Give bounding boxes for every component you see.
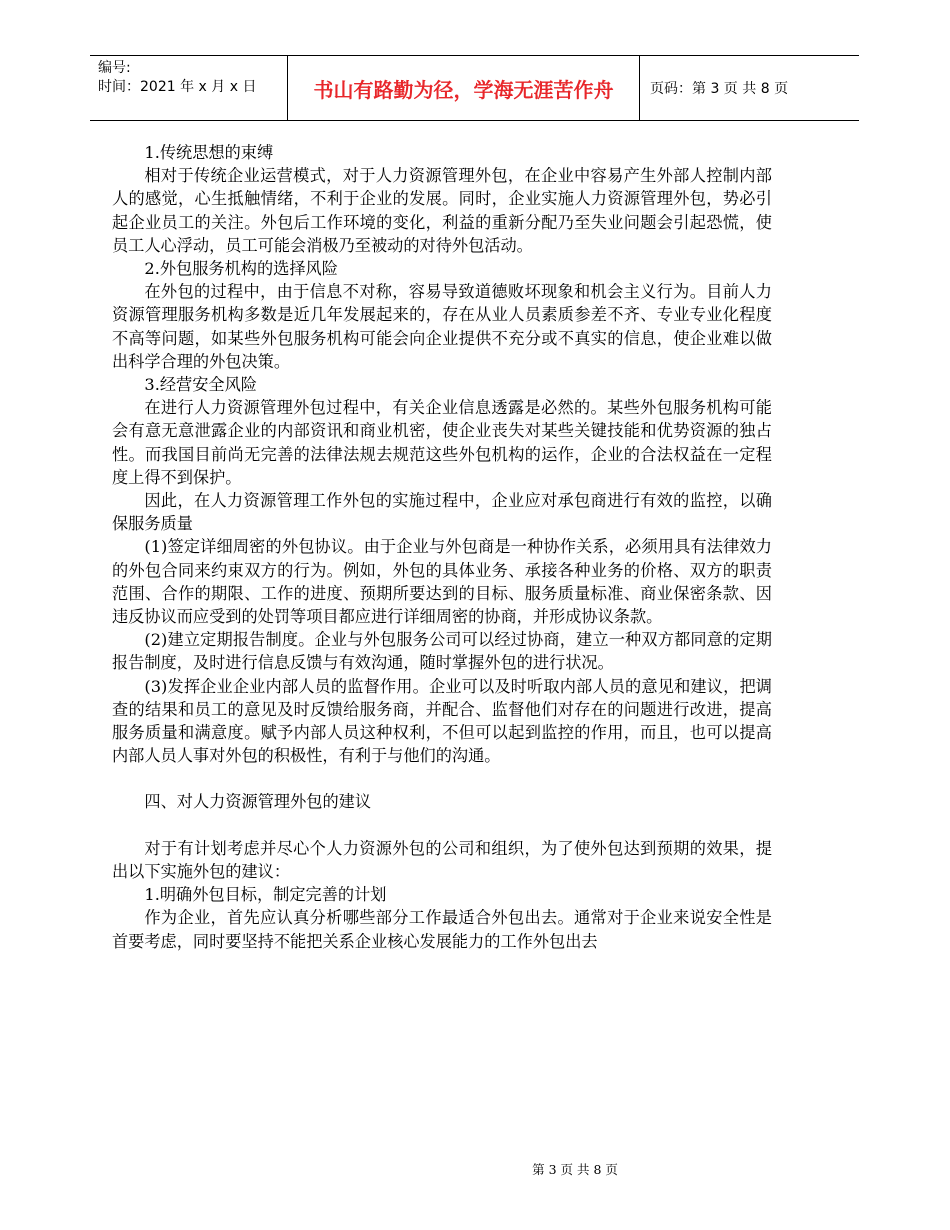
section-heading: 1.传统思想的束缚 (144, 143, 274, 162)
paragraph: 作为企业，首先应认真分析哪些部分工作最适合外包出去。通常对于企业来说安全性是首要考虑，同时要坚持不能把关系企业核心发展能力的工作外包出去 (112, 908, 772, 951)
spacer (112, 767, 772, 790)
header-motto: 书山有路勤为径，学海无涯苦作舟 (287, 56, 640, 120)
paragraph: (2)建立定期报告制度。企业与外包服务公司可以经过协商，建立一种双方都同意的定期报告制度，及时进行信息反馈与有效沟通，随时掌握外包的进行状况。 (112, 630, 772, 673)
paragraph: (3)发挥企业企业内部人员的监督作用。企业可以及时听取内部人员的意见和建议，把调查的结果和员工的意见及时反馈给服务商，并配合、监督他们对存在的问题进行改进，提高服务质量和满意度。赋予内部人员这种权利，不但可以起到监控的作用，而且，也可以提高内部人员人事对外包的积极性，有利于与他们的沟通。 (112, 676, 772, 766)
page-header (90, 55, 859, 121)
section-heading: 3.经营安全风险 (144, 375, 257, 395)
spacer (112, 814, 772, 837)
paragraph: 对于有计划考虑并尽心个人力资源外包的公司和组织，为了使外包达到预期的效果，提出以下实施外包的建议： (112, 838, 772, 881)
chapter-heading: 四、对人力资源管理外包的建议 (144, 792, 372, 812)
section-heading: 1.明确外包目标，制定完善的计划 (144, 885, 387, 905)
paragraph: 因此，在人力资源管理工作外包的实施过程中，企业应对承包商进行有效的监控，以确保服务质量 (112, 491, 772, 534)
footer-page-number: 第 3 页 共 8 页 (532, 1162, 618, 1177)
paragraph: (1)签定详细周密的外包协议。由于企业与外包商是一种协作关系，必须用具有法律效力的外包合同来约束双方的行为。例如，外包的具体业务、承接各种业务的价格、双方的职责范围、合作的期限、工作的进度、预期所要达到的目标、服务质量标准、商业保密条款、因违反协议而应受到的处罚等项目都应进行详细周密的协商，并形成协议条款。 (112, 537, 772, 627)
paragraph: 在外包的过程中，由于信息不对称，容易导致道德败坏现象和机会主义行为。目前人力资源管理服务机构多数是近几年发展起来的，存在从业人员素质参差不齐、专业专业化程度不高等问题，如某些外包服务机构可能会向企业提供不充分或不真实的信息，使企业难以做出科学合理的外包决策。 (112, 282, 772, 371)
document-number-label: 编号: (98, 60, 131, 76)
document-time-label: 时间：2021 年 x 月 x 日 (98, 79, 257, 95)
header-meta (90, 56, 287, 120)
section-heading: 2.外包服务机构的选择风险 (144, 259, 338, 279)
paragraph: 相对于传统企业运营模式，对于人力资源管理外包，在企业中容易产生外部人控制内部人的感觉，心生抵触情绪，不利于企业的发展。同时，企业实施人力资源管理外包，势必引起企业员工的关注。外包后工作环境的变化，利益的重新分配乃至失业问题会引起恐慌，使员工人心浮动，员工可能会消极乃至被动的对待外包活动。 (112, 166, 772, 255)
paragraph: 在进行人力资源管理外包过程中，有关企业信息透露是必然的。某些外包服务机构可能会有意无意泄露企业的内部资讯和商业机密，使企业丧失对某些关键技能和优势资源的独占性。而我国目前尚无完善的法律法规去规范这些外包机构的运作，企业的合法权益在一定程度上得不到保护。 (112, 398, 772, 487)
document-body (112, 141, 772, 953)
header-page-info: 页码：第 3 页 共 8 页 (650, 81, 789, 97)
page-footer (0, 1160, 950, 1178)
